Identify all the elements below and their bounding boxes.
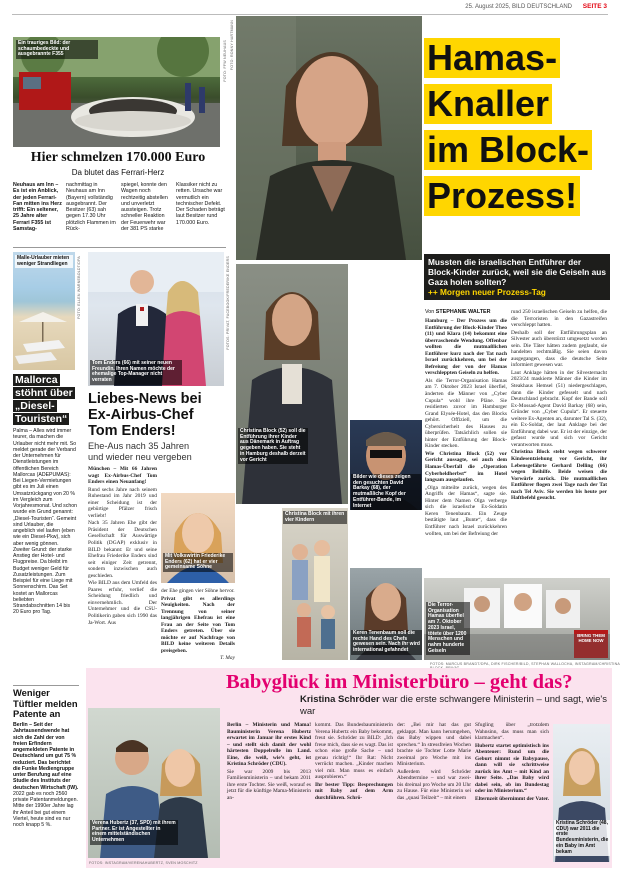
ferrari-headline: Hier schmelzen 170.000 Euro [30, 150, 206, 165]
barkay-photo [350, 420, 422, 510]
christina-block-photo [236, 264, 348, 504]
enders-para-4: Wie BILD aus dem Umfeld des Paares erfuhr, verlief die Scheidung friedlich und einvernehmlich. Der Unternehmer und die CSU-Politikerin gaben sich 1990 das Ja-Wort. Aus [88, 580, 157, 626]
hamas-teaser: ++ Morgen neuer Prozess-Tag [428, 287, 546, 297]
mallorca-headline-line-4: Touristen“ [15, 413, 68, 425]
tuftler-body-lead: Berlin – Seit der Jahrtausendwende hat sich die Zahl der von freien Erfindern angemeldeten Patente in Deutschland um gut 75 % reduziert. Das berichtet die Funke Mediengruppe unter Berufung auf eine Studie des Instituts der deutschen Wirtschaft (IW). [13, 722, 79, 791]
ferrari-col-3: spiegel, konnte den Wagen noch rechtzeitig abstellen und unverletzt aussteigen. Trotz schneller Reaktion der Feuerwehr war der 381 PS starke [121, 182, 168, 233]
hamas-byline-name: STEPHANIE WALTER [435, 309, 491, 315]
mallorca-photo [13, 252, 75, 370]
enders-col-2 [161, 588, 235, 663]
enders-headline-line-1: Liebes-News bei [88, 391, 202, 407]
enders-para-3: Nach 35 Jahren Ehe gibt der Präsident der Deutschen Gesellschaft für Auswärtige Politik (DGAP) exklusiv in BILD bekannt: Er und seine Ehefrau Friederike Enders sind seit einiger Zeit getrennt, sondern inzwischen auch geschieden. [88, 520, 157, 579]
hamas-photo-credit: FOTOS: MARCUS BRANDT/DPA, DIRK FISCHER/BILD, STEPHAN WALLOCHA, INSTAGRAM/CHRISTINA [430, 662, 620, 666]
hamas-headline-line-3: im Block- [424, 130, 592, 170]
hamas-para-2: Als die Terror-Organisation Hamas am 7. Oktober 2023 Israel überfiel, änderten die Männer von „Cyber Cupula“ wohl ihre Pläne. Sie residierten zuvor im Hamburger Grand Elysée-Hotel, das den Blocks gehört. Offiziell, um die Cybersicherheit des Hauses zu überprüfen. Tatsächlich sollen sie hinter der Entführung der Block-Kinder stecken. [425, 377, 507, 450]
hamas-headline-line-1: Hamas- [424, 38, 560, 78]
baby-col-3 [397, 722, 471, 803]
baby-headline: Babyglück im Ministerbüro – geht das? [226, 671, 573, 693]
mallorca-photo-credit: FOTO: ELLEN WARNEBOLDT/DPA [77, 256, 81, 319]
mallorca-headline-line-2: stöhnt über [15, 387, 73, 399]
hamas-para-3: Wie Christina Block (52) vor Gericht aussagte, sei auch dem Hamas-Überfall die „Operation Cyberheldherbst“ im Hotel langsam ausgelaufen. [425, 450, 507, 484]
baby-col-4 [475, 722, 549, 804]
mallorca-body: Palma – Alles wird immer teurer, da machen die Urlauber nicht mehr mit. So meldet gerade der Verband der Unternehmen für Dienstleistungen im öffentlichen Bereich Mallorcas (ADEPUMAS): Bei Liegen-Vermietungen gibt es im Juli einen Umsatzrückgang von 20 % im Vergleich zum Vorjahresmonat. Und schon wurde ein Grund genannt: „Diesel-Touristen“. Gemeint sind Urlauber, die angeblich viel laufen (eben wie ein Diesel-Pkw), sich aber wenig gönnen. Zweiter Grund: der starke Anstieg der Hotel- und Flugpreise. Da bleibt im Budget weniger Geld für Zusatzleistungen. Zum Beispiel für eine Liege mit Sonnenschirm. Das Set kostet an Mallorcas beliebten Strandabschnitten 14 bis 20 Euro pro Tag. [13, 428, 78, 616]
baby-photo-credit: FOTOS: INSTAGRAM/VERENAHUBERTZ, SVEN MOSCHITZ [89, 861, 198, 865]
hamas-col-1 [425, 318, 507, 538]
ferrari-col-2: nachmittag in Neuhaus am Inn (Bayern) vollständig ausgebrannt. Der Besitzer (63) sah gegen 17.30 Uhr plötzlich Flammen im Rück- [66, 182, 116, 233]
baby-para-8: Hubertz startet optimistisch ins Abenteuer: Rund um die Geburt nimmt sie Babypause, dann will sie schrittweise zurück ins Amt – mit Kind an ihrer Seite. „Das Baby wird dabei sein, ob im Bundestag oder im Ministerium.“ [475, 742, 549, 795]
hamas-hero-credit: FOTO: RONNY HARTMANN [230, 20, 234, 71]
enders-subline-line-2: und wieder neu vergeben [88, 451, 192, 462]
ferrari-photo [13, 37, 220, 147]
baby-deck [300, 694, 610, 718]
baby-col-2 [315, 722, 393, 803]
ferrari-subline: Da blutet das Ferrari-Herz [71, 168, 165, 177]
baby-para-7: Sfugling über „trotzdem Wahnsinn, das muss man sich klarmachen“. [475, 722, 549, 742]
hamas-hero-photo [236, 16, 422, 260]
baby-para-6: Außerdem wird Schröder Abendtermine – und war zwei- bis dreimal pro Woche um 20 Uhr zu Hause. Für eine Ministerin sei das „quasi Teilzeit“ – mit einem [397, 768, 471, 802]
tuftler-body [13, 722, 79, 828]
mallorca-photo-caption: Malle-Urlauber mieten weniger Strandliegen [15, 255, 73, 268]
schroeder-photo [553, 724, 610, 862]
enders-lead: München – Mit 66 Jahren wagt Ex-Airbus-Chef Tom Enders einen Neuanfang! [88, 466, 157, 486]
baby-lead: Berlin – Ministerin und Mama! Bauministerin Verena Hubertz erwartet im Januar ihr erstes Kind – und stellt sich damit der wohl härtesten Doppelrolle im Land. Eine, die weiß, wie’s geht, ist Kristina Schröder (CDU). [227, 722, 311, 768]
enders-author: T. May [220, 655, 235, 662]
mallorca-headline [13, 374, 79, 425]
hamas-para-8: Christina Block steht wegen schwerer Kindesentziehung vor Gericht, ihr Lebensgefährte Gerhard Delling (66) wegen Beihilfe. Beide weisen die Vorwürfe zurück. Die mutmaßlichen Entführer flogen zwei Tage nach der Tat nach Tel Aviv. Sie werden bis heute per Haftbefehl gesucht. [511, 449, 607, 502]
hamas-headline [424, 36, 614, 218]
keren-photo [350, 568, 422, 660]
section-rule-2 [13, 685, 79, 686]
baby-para-4 [315, 782, 393, 802]
hamas-lead: Hamburg – Der Prozess um die Entführung der Block-Kinder Theo (11) und Klara (14) bekommt eine überraschende Wendung. Offenbar wollten die mutmaßlichen Entführer kurz nach der Tat nach Israel zurückkehren, um bei der Befreiung der von der Hamas verschleppten Geiseln zu helfen. [425, 318, 507, 377]
enders-inset-photo [161, 493, 235, 583]
baby-para-5: der: „Bei mir hat das gut geklappt. Man kann herumgehen, das Baby wippen und dabei sprechen.“ In stressfreien Wochen brachte sie Tochter Lotte Marie zweimal pro Woche mit ins Ministerium. [397, 722, 471, 768]
enders-inset-caption: Mit Volkswirtin Friederike Enders (62) hat er vier gemeinsame Söhne [163, 553, 233, 572]
christina-block-caption: Christina Block (52) soll die Entführung ihrer Kinder aus Dänemark in Auftrag gegeben haben. Sie steht in Hamburg deshalb derzeit vor Gericht [238, 428, 308, 464]
block-kinder-photo [282, 508, 348, 660]
page-header [0, 0, 620, 14]
enders-headline [88, 391, 236, 440]
hamas-para-4: „Olga mitteilte zurück, wegen des Angriffs der Hamas“, sagte sie. Hinter dem Namen Olga verberge sich die israelische Ex-Soldatin Keren Tenenbaum. Ein Zeuge bestätigte laut „Bunte“, dass die Entführer nach Israel zurückkehren wollten, um bei der Befreiung der [425, 484, 507, 537]
mallorca-headline-line-1: Mallorca [15, 374, 58, 386]
ferrari-photo-credit: FOTO: FFW NEUHAUS [223, 40, 227, 82]
schroeder-caption: Kristina Schröder (48, CDU) war 2011 die erste Bundesministerin, die ein Baby im Amt bekam [554, 820, 610, 856]
tuftler-body-text: 2022 gab es noch 2560 private Patentanmeldungen. Mitte der 1990er Jahre lag ihr Anteil bei gut einem Viertel, heute sind es nur noch knapp 5 %. [13, 790, 78, 828]
baby-para-3: kommt. Das Bundesbauministerin Verena Hubertz ein Baby bekommt, freut sie. Schröder zu BILD: „Ich freue mich, dass sie es wagt. Das ist schon eine große Sache – und genau richtig!“ Ihr Rat: Nicht verrückt machen. „Kinder machen viel mit. Man muss es einfach ausprobieren.“ [315, 722, 393, 781]
ferrari-photo-caption: Ein trauriges Bild: der schaumbedeckte und ausgebrannte F355 [16, 40, 98, 59]
enders-para-6: Privat gibt es allerdings Neuigkeiten. Nach der Trennung von seiner langjährigen Ehefrau ist eine Frau an der Seite von Tom Enders getreten. Über sie möchte er auf Nachfrage von BILD keine weiteren Details preisgeben. [161, 595, 235, 654]
header-date: 25. August 2025, BILD DEUTSCHLAND [465, 4, 572, 10]
baby-para-2: Sie war 2009 bis 2013 Familienministerin – und bekam 2011 ihre erste Tochter. Sie weiß, worauf es jetzt für die künftige Mama-Ministerin an- [227, 768, 311, 802]
enders-headline-line-2: Ex-Airbus-Chef [88, 407, 194, 424]
enders-headline-line-3: Tom Enders! [88, 423, 176, 440]
baby-deck-text: war die erste schwangere Ministerin – und sagt, wie's war [300, 694, 608, 717]
section-rule-1 [13, 247, 226, 248]
block-kinder-caption: Christina Block mit ihren vier Kindern [283, 511, 347, 524]
hostage-protest-photo [424, 578, 610, 660]
enders-subline-line-1: Ehe-Aus nach 35 Jahren [88, 441, 190, 451]
hamas-headline-line-4: Prozess! [424, 176, 580, 216]
hubertz-photo [88, 708, 220, 858]
baby-para-9: Elternzeit übernimmt der Vater. [475, 796, 549, 803]
hamas-byline-prefix: Von [425, 309, 435, 315]
enders-photo-credit: FOTOS: PRIVAT, FACEBOOK/FREDERIKE ENDERS [226, 256, 230, 350]
baby-deck-name: Kristina Schröder [300, 694, 380, 705]
header-rule [12, 14, 608, 15]
enders-para-5: der Ehe gingen vier Söhne hervor. [161, 588, 235, 594]
tuftler-headline: Weniger Tüftler melden Patente an [13, 687, 78, 720]
hubertz-caption: Verena Hubertz (37, SPD) mit ihrem Partner. Er ist Angestellter in einem mittelständischen Unternehmen [90, 820, 178, 845]
enders-photo-caption: Tom Enders (66) mit seiner neuen Freundin. Ihren Namen möchte der ehemalige Top-Manager nicht verraten [90, 360, 182, 385]
mallorca-headline-line-3: „Diesel- [15, 400, 55, 412]
hamas-para-7: Laut Anklage hätten in der Silvesternacht 2023/24 maskierte Männer die Kinder im Steakhaus Hemsel (51) niedergeschlagen, dann die Kinder gefesselt und nach Deutschland gebracht. Kopf der Bande soll Ex-Mossad-Agent David Barkay (68) sein, Gründer von „Cyber Cupula“. Er steuerte weitere Ex-Agenten an, darunter Tal S. (32), ein Ex-Soldat, der laut Anklage bei der Entführung dabei war. Er ist der einzige, der gefasst wurde und sich vor Gericht verantworten muss. [511, 369, 607, 448]
ferrari-col-4: Klassiker nicht zu retten. Ursache war vermutlich ein technischer Defekt. Der Schaden beträgt laut Besitzer rund 170.000 Euro. [176, 182, 225, 226]
hamas-subline-box [424, 254, 610, 300]
hamas-para-5: rund 250 israelischen Geiseln zu helfen, die die Terroristen in den Gazastreifen verschleppt hatten. [511, 309, 607, 329]
enders-para-2: Rund sechs Jahre nach seinem Ruhestand im Jahr 2019 und einer Scheidung ist der gebürtige Pfälzer frisch verliebt! [88, 486, 157, 519]
ferrari-col-1: Neuhaus am Inn – Es ist ein Anblick, der jeden Ferrari-Fan mitten ins Herz trifft: Ein seltener, 25 Jahre alter Ferrari F355 ist Samstag- [13, 182, 62, 233]
enders-col-1 [88, 466, 157, 627]
barkay-caption: Bilder wie dieses zeigen den gesuchten David Barkay (68), der mutmaßliche Kopf der Entführer-Bande, im Internet [351, 474, 421, 510]
keren-caption: Keren Tenenbaum soll die rechte Hand des Chefs gewesen sein. Nach ihr wird international gefahndet [351, 630, 422, 655]
header-page-number: SEITE 3 [582, 3, 607, 10]
hostage-caption: Die Terror-Organisation Hamas überfiel am 7. Oktober 2023 Israel, tötete über 1200 Menschen und nahm hunderte Geiseln [426, 602, 470, 655]
hamas-col-2 [511, 309, 607, 503]
hostage-sign: BRING THEM HOME NOW [577, 633, 605, 643]
hamas-para-6: Deshalb soll der Entführungsplan an Silvester auch überstürzt umgesetzt worden sein. Die Täter hätten zudem geglaubt, sie handelten rechtmäßig. Sie seien davon ausgegangen, dass die deutsche Seite informiert gewesen war. [511, 329, 607, 369]
hamas-subline: Mussten die israelischen Entführer der Block-Kinder zurück, weil sie die Geiseln aus Gaza holen sollten? [428, 257, 606, 287]
baby-tip: Ihr bester Tipp: Besprechungen mit Baby auf dem Arm durchführen. Schrö- [315, 781, 393, 802]
baby-col-1 [227, 722, 311, 803]
enders-subline [88, 441, 236, 463]
hamas-headline-line-2: Knaller [424, 84, 552, 124]
enders-photo [88, 252, 224, 386]
